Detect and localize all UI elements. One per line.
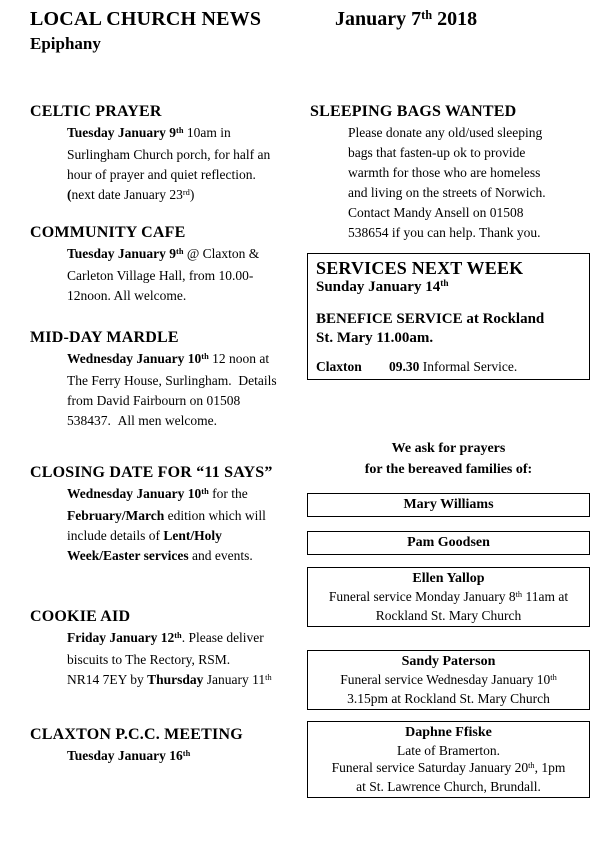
- funeral-details: Funeral service Wednesday January 10th 3.15pm at Rockland St. Mary Church: [340, 672, 557, 706]
- benefice-service-line: BENEFICE SERVICE at Rockland St. Mary 11.00am.: [316, 311, 545, 346]
- news-section: [30, 329, 310, 431]
- section-body: Tuesday January 9th 10am in Surlingham Church porch, for half an hour of prayer and quiet reflection. (next date January 23rd): [67, 125, 271, 202]
- deceased-name: Daphne Ffiske: [405, 725, 492, 740]
- memorial-box: [307, 493, 590, 517]
- prayers-intro: [307, 438, 590, 480]
- section-heading: MID-DAY MARDLE: [30, 329, 179, 346]
- issue-date: January 7th 2018: [335, 7, 478, 30]
- section-body: Tuesday January 9th @ Claxton & Carleton Village Hall, from 10.00- 12noon. All welcome.: [67, 246, 260, 303]
- news-section: [30, 726, 310, 768]
- left-column: [30, 0, 310, 864]
- claxton-service-line: [316, 358, 581, 375]
- section-heading: SLEEPING BAGS WANTED: [310, 103, 517, 120]
- section-heading: CLOSING DATE FOR “11 SAYS”: [30, 464, 273, 481]
- deceased-name: Pam Goodsen: [407, 535, 490, 550]
- service-time: 09.30: [389, 359, 420, 374]
- prayers-intro-line-2: for the bereaved families of:: [364, 462, 533, 477]
- section-heading: CLAXTON P.C.C. MEETING: [30, 726, 243, 743]
- deceased-name: Ellen Yallop: [412, 571, 485, 586]
- services-title: SERVICES NEXT WEEK: [316, 258, 524, 278]
- funeral-details: Funeral service Monday January 8th 11am at Rockland St. Mary Church: [328, 589, 569, 623]
- news-section: [30, 464, 310, 566]
- memorial-box: [307, 567, 590, 627]
- section-body: Wednesday January 10th 12 noon at The Ferry House, Surlingham. Details from David Fairbourn on 01508 538437. All men welcome.: [67, 351, 277, 428]
- memorial-box: [307, 650, 590, 710]
- page-subtitle: Epiphany: [30, 34, 101, 53]
- memorial-list: [307, 493, 590, 798]
- page-title: LOCAL CHURCH NEWS: [30, 8, 262, 30]
- news-section: [30, 608, 310, 692]
- section-body: Please donate any old/used sleeping bags that fasten-up ok to provide warmth for those who are homeless and living on the streets of Norwich. Contact Mandy Ansell on 01508 538654 if you can help. Thank you.: [348, 125, 546, 240]
- deceased-name: Mary Williams: [403, 497, 494, 512]
- services-date: Sunday January 14th: [316, 279, 449, 295]
- section-body: Tuesday January 16th: [67, 748, 191, 763]
- funeral-details: Late of Bramerton. Funeral service Saturday January 20th, 1pm at St. Lawrence Church, Brundall.: [331, 743, 566, 794]
- section-body: Friday January 12th. Please deliver biscuits to The Rectory, RSM. NR14 7EY by Thursday January 11th: [67, 630, 272, 687]
- prayers-section: [307, 438, 590, 798]
- right-column: [307, 0, 592, 864]
- section-heading: CELTIC PRAYER: [30, 103, 162, 120]
- services-next-week-box: [307, 253, 590, 380]
- section-body: Wednesday January 10th for the February/March edition which will include details of Lent/Holy Week/Easter services and events.: [67, 486, 266, 563]
- news-section: [30, 103, 310, 207]
- news-section: [30, 224, 310, 306]
- service-description: Informal Service.: [419, 359, 518, 374]
- service-location: Claxton: [316, 359, 362, 374]
- prayers-intro-line-1: We ask for prayers: [391, 441, 506, 456]
- section-heading: COOKIE AID: [30, 608, 131, 625]
- sleeping-bags-section: [310, 103, 592, 243]
- section-heading: COMMUNITY CAFE: [30, 224, 186, 241]
- deceased-name: Sandy Paterson: [401, 654, 496, 669]
- memorial-box: [307, 721, 590, 798]
- memorial-box: [307, 531, 590, 555]
